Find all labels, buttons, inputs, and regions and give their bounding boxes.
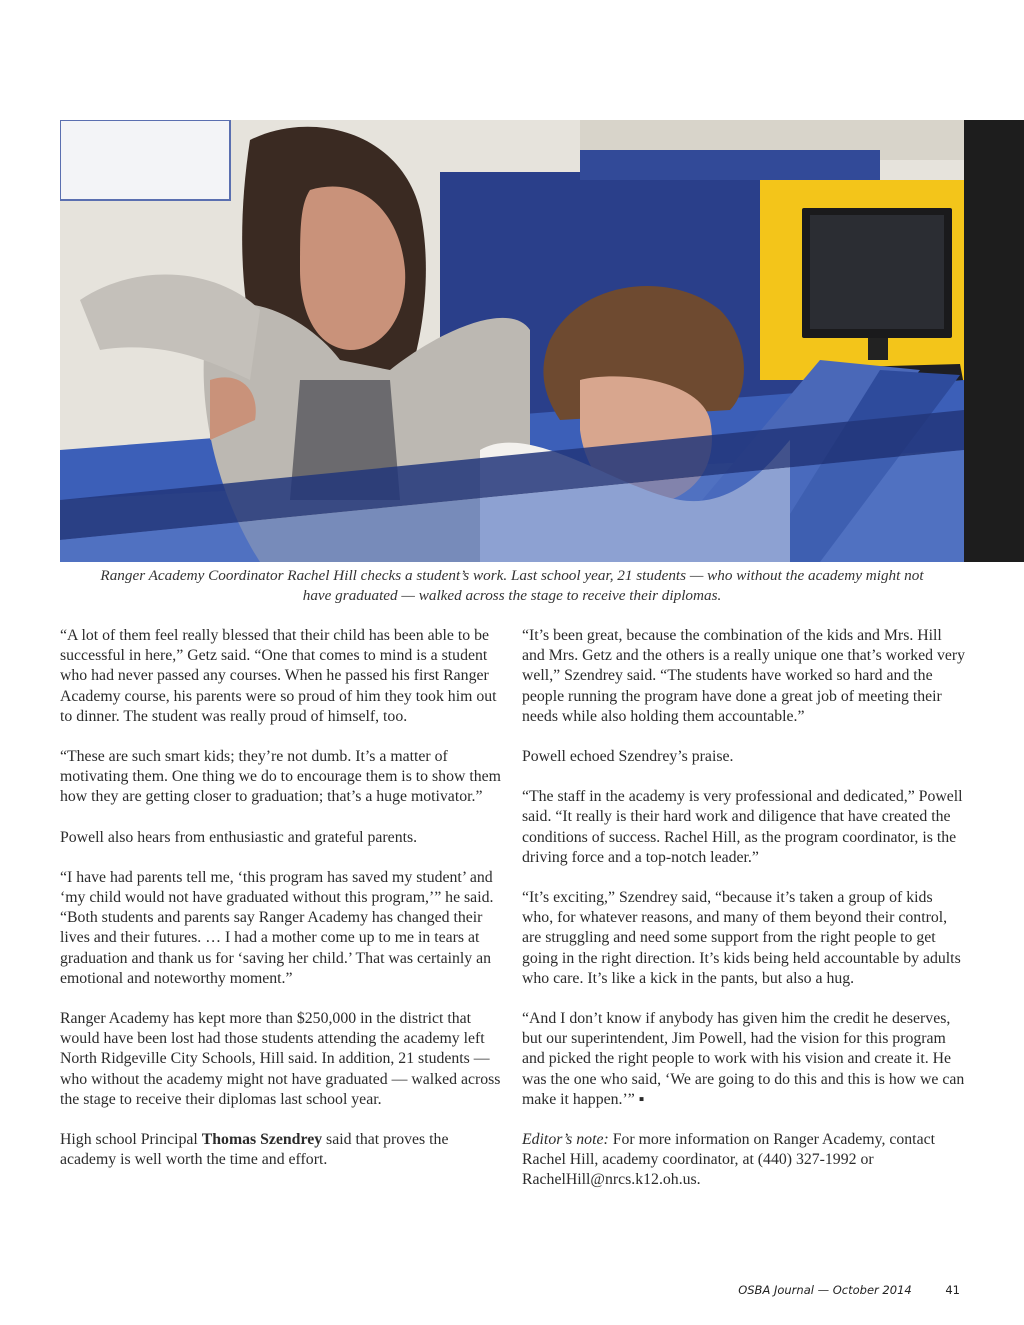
paragraph <box>60 1130 504 1170</box>
article-photo <box>60 120 964 562</box>
publication-name: OSBA Journal — October 2014 <box>738 1283 912 1297</box>
editors-note <box>522 1130 966 1191</box>
principal-name: Thomas Szendrey <box>201 1131 323 1149</box>
paragraph: “It’s exciting,” Szendrey said, “because it’s taken a group of kids who, for whatever reasons, and many of them beyond their control, are struggling and need some support from the right people to get going in the right direction. It’s kids being held accountable by adults who care. It’s like a kick in the pants, but also a hug. <box>522 889 961 987</box>
photo-caption <box>60 566 964 606</box>
article-right-column <box>522 626 966 1211</box>
paragraph: “The staff in the academy is very professional and dedicated,” Powell said. “It really is their hard work and diligence that have created the conditions of success. Rachel Hill, as the program coordinator, is the driving force and a top-notch leader.” <box>522 788 963 866</box>
editors-note-label: Editor’s note: <box>522 1131 609 1149</box>
photo-illustration <box>60 120 964 562</box>
paragraph: Powell echoed Szendrey’s praise. <box>522 748 734 766</box>
black-edge-tab <box>964 120 1024 562</box>
page-number: 41 <box>945 1283 960 1297</box>
paragraph: “A lot of them feel really blessed that their child has been able to be successful in here,” Getz said. “One that comes to mind is a student who had never passed any courses. When he passed his first Ranger Academy course, his parents were so proud of him they took him out to dinner. The student was really proud of himself, too. <box>60 627 497 725</box>
article-left-column <box>60 626 504 1190</box>
paragraph: Powell also hears from enthusiastic and grateful parents. <box>60 828 418 846</box>
page-footer <box>700 1283 960 1297</box>
caption-line-2: have graduated — walked across the stage to receive their diplomas. <box>302 587 722 604</box>
paragraph: “I have had parents tell me, ‘this program has saved my student’ and ‘my child would not have graduated without this program,’” he said. “Both students and parents say Ranger Academy has changed their lives and their futures. … I had a mother come up to me in tears at graduation and thank us for ‘saving her child.’ That was certainly an emotional and noteworthy moment.” <box>60 868 494 987</box>
paragraph: “And I don’t know if anybody has given him the credit he deserves, but our superintendent, Jim Powell, had the vision for this program and picked the right people to work with his vision and create it. He was the one who said, ‘We are going to do this and this is how we can make it happen.’” ▪ <box>522 1010 965 1108</box>
paragraph: “These are such smart kids; they’re not dumb. It’s a matter of motivating them. One thing we do to encourage them is to show them how they are getting closer to graduation; that’s a huge motivator.” <box>60 748 501 806</box>
editors-note-text: For more information on Ranger Academy, contact Rachel Hill, academy coordinator, at (440) 327-1992 or RachelHill@nrcs.k12.oh.us. <box>522 1131 935 1189</box>
text-span: High school Principal <box>60 1131 202 1149</box>
text-span: said that proves the academy is well worth the time and effort. <box>60 1131 449 1169</box>
caption-line-1: Ranger Academy Coordinator Rachel Hill checks a student’s work. Last school year, 21 students — who without the academy might not <box>100 567 924 584</box>
paragraph: “It’s been great, because the combination of the kids and Mrs. Hill and Mrs. Getz and the others is a really unique one that’s worked very well,” Szendrey said. “The students have worked so hard and the people running the program have done a great job of meeting their needs while also holding them accountable.” <box>522 627 966 725</box>
paragraph: Ranger Academy has kept more than $250,000 in the district that would have been lost had those students attending the academy left North Ridgeville City Schools, Hill said. In addition, 21 students — who without the academy might not have graduated — walked across the stage to receive their diplomas last school year. <box>60 1010 501 1108</box>
